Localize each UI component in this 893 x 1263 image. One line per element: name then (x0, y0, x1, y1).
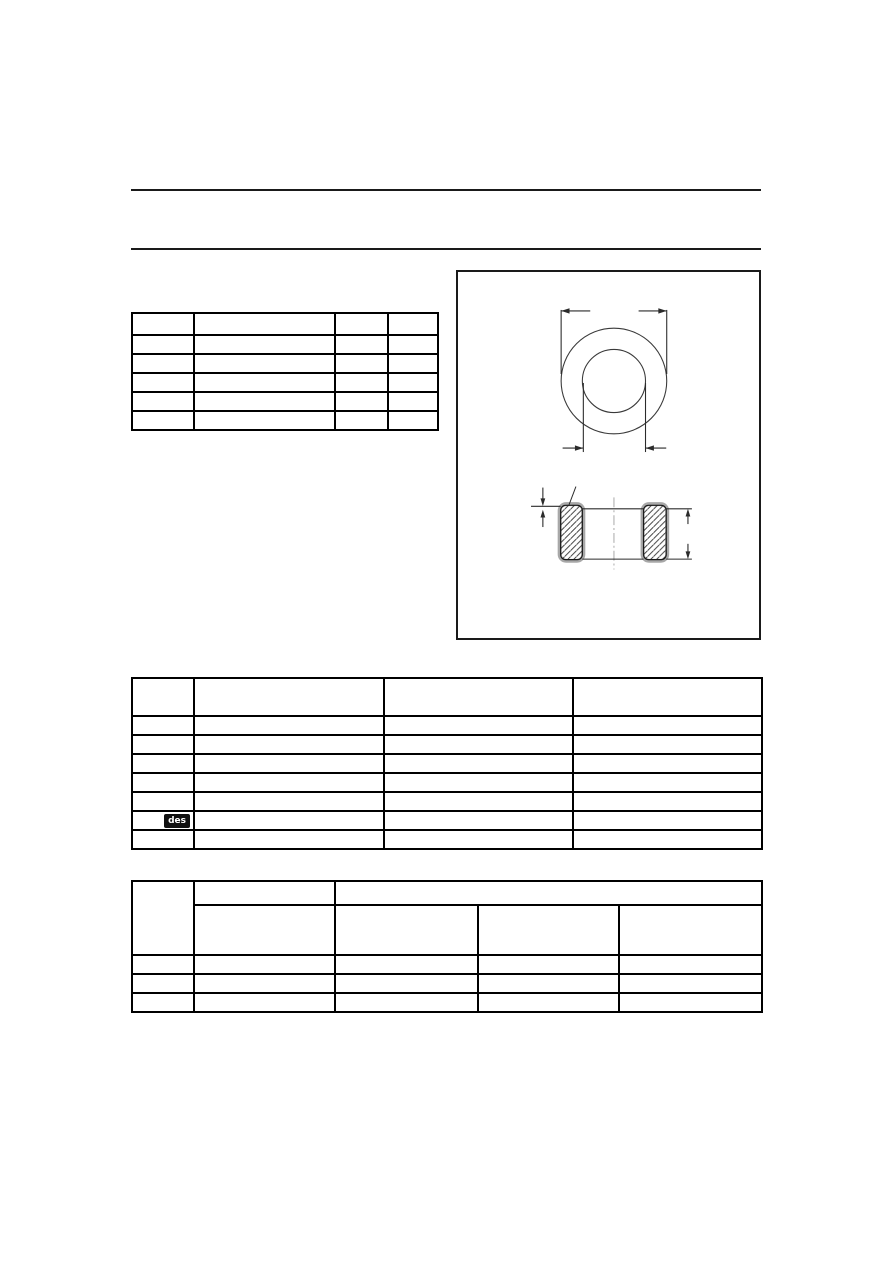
table-cell (384, 830, 573, 849)
table-header-row (132, 881, 762, 905)
arrowhead-up-icon (541, 510, 546, 518)
table-cell (194, 993, 335, 1012)
table-row (132, 754, 762, 773)
table-cell (132, 335, 194, 354)
table-cell (194, 773, 384, 792)
table-cell (388, 335, 438, 354)
table-row (132, 716, 762, 735)
header-rule-bottom (131, 248, 761, 250)
table-cell (132, 354, 194, 373)
table-row (132, 411, 438, 430)
table-cell (619, 974, 762, 993)
table-cell (132, 881, 194, 955)
table-cell (384, 811, 573, 830)
table-cell (384, 735, 573, 754)
table-cell (573, 754, 762, 773)
bottom-table (131, 880, 763, 1013)
table-cell (335, 392, 388, 411)
table-cell (132, 773, 194, 792)
table-cell (388, 354, 438, 373)
table-cell (388, 392, 438, 411)
table-cell (132, 678, 194, 716)
table-cell (384, 773, 573, 792)
table-cell (132, 974, 194, 993)
hatched-core-left (561, 505, 583, 559)
table-cell (335, 373, 388, 392)
des-badge: des (164, 814, 190, 828)
arrowhead-down-icon (541, 498, 546, 506)
table-cell (335, 993, 478, 1012)
table-cell (194, 392, 335, 411)
outer-circle (561, 328, 667, 434)
table-cell (335, 335, 388, 354)
arrowhead-up-icon (686, 509, 691, 517)
table-cell (132, 792, 194, 811)
table-row (132, 373, 438, 392)
table-cell (384, 792, 573, 811)
table-row (132, 354, 438, 373)
table-row (132, 955, 762, 974)
table-cell (573, 716, 762, 735)
table-cell (194, 955, 335, 974)
table-cell (619, 955, 762, 974)
table-cell (335, 974, 478, 993)
table-cell (573, 678, 762, 716)
table-cell (573, 792, 762, 811)
table-cell (388, 411, 438, 430)
table-cell (194, 735, 384, 754)
table-row (132, 792, 762, 811)
table-header-row (132, 313, 438, 335)
table-cell (194, 678, 384, 716)
table-cell (132, 993, 194, 1012)
table-cell (132, 373, 194, 392)
table-cell (132, 392, 194, 411)
table-cell (132, 955, 194, 974)
table-cell (194, 373, 335, 392)
table-cell (388, 313, 438, 335)
table-cell (132, 811, 194, 830)
table-cell (573, 830, 762, 849)
table-header-row (132, 678, 762, 716)
table-cell (335, 881, 762, 905)
table-cell (384, 754, 573, 773)
table-cell (132, 754, 194, 773)
table-row (132, 735, 762, 754)
arrowhead-left-icon (646, 445, 654, 450)
table-row (132, 993, 762, 1012)
table-cell (335, 955, 478, 974)
table-cell (194, 354, 335, 373)
table-cell (132, 830, 194, 849)
table-cell (384, 678, 573, 716)
table-cell (194, 792, 384, 811)
table-cell (478, 955, 619, 974)
table-cell (194, 754, 384, 773)
table-cell (573, 811, 762, 830)
header-rule-top (131, 189, 761, 191)
table-row (132, 974, 762, 993)
hatched-core-right (644, 505, 667, 559)
table-cell (194, 811, 384, 830)
table-row (132, 392, 438, 411)
table-cell (478, 993, 619, 1012)
table-cell (194, 974, 335, 993)
coating-leader-line (569, 487, 576, 505)
toroid-drawing (458, 272, 759, 638)
table-cell (335, 354, 388, 373)
drawing-frame (456, 270, 761, 640)
table-cell (132, 313, 194, 335)
table-cell (194, 313, 335, 335)
table-row (132, 811, 762, 830)
table-cell (132, 735, 194, 754)
table-row (132, 335, 438, 354)
inner-diameter-dimension (563, 383, 667, 452)
table-cell (194, 716, 384, 735)
table-row (132, 773, 762, 792)
table-cell (194, 881, 335, 905)
outer-diameter-dimension (561, 310, 667, 374)
middle-table (131, 677, 763, 850)
arrowhead-down-icon (686, 551, 691, 559)
table-cell (619, 905, 762, 955)
table-cell (384, 716, 573, 735)
table-cell (335, 313, 388, 335)
table-cell (573, 735, 762, 754)
table-cell (573, 773, 762, 792)
table-cell (335, 411, 388, 430)
arrowhead-right-icon (658, 308, 666, 313)
table-cell (619, 993, 762, 1012)
table-cell (388, 373, 438, 392)
table-cell (132, 411, 194, 430)
table-cell (194, 411, 335, 430)
table-cell (194, 335, 335, 354)
table-row (132, 830, 762, 849)
table-cell (194, 830, 384, 849)
table-cell (132, 716, 194, 735)
table-cell (478, 905, 619, 955)
top-left-table (131, 312, 439, 431)
table-header-row (132, 905, 762, 955)
table-cell (478, 974, 619, 993)
arrowhead-left-icon (561, 308, 569, 313)
arrowhead-right-icon (575, 445, 583, 450)
inner-circle (582, 349, 645, 412)
table-cell (194, 905, 335, 955)
table-cell (335, 905, 478, 955)
